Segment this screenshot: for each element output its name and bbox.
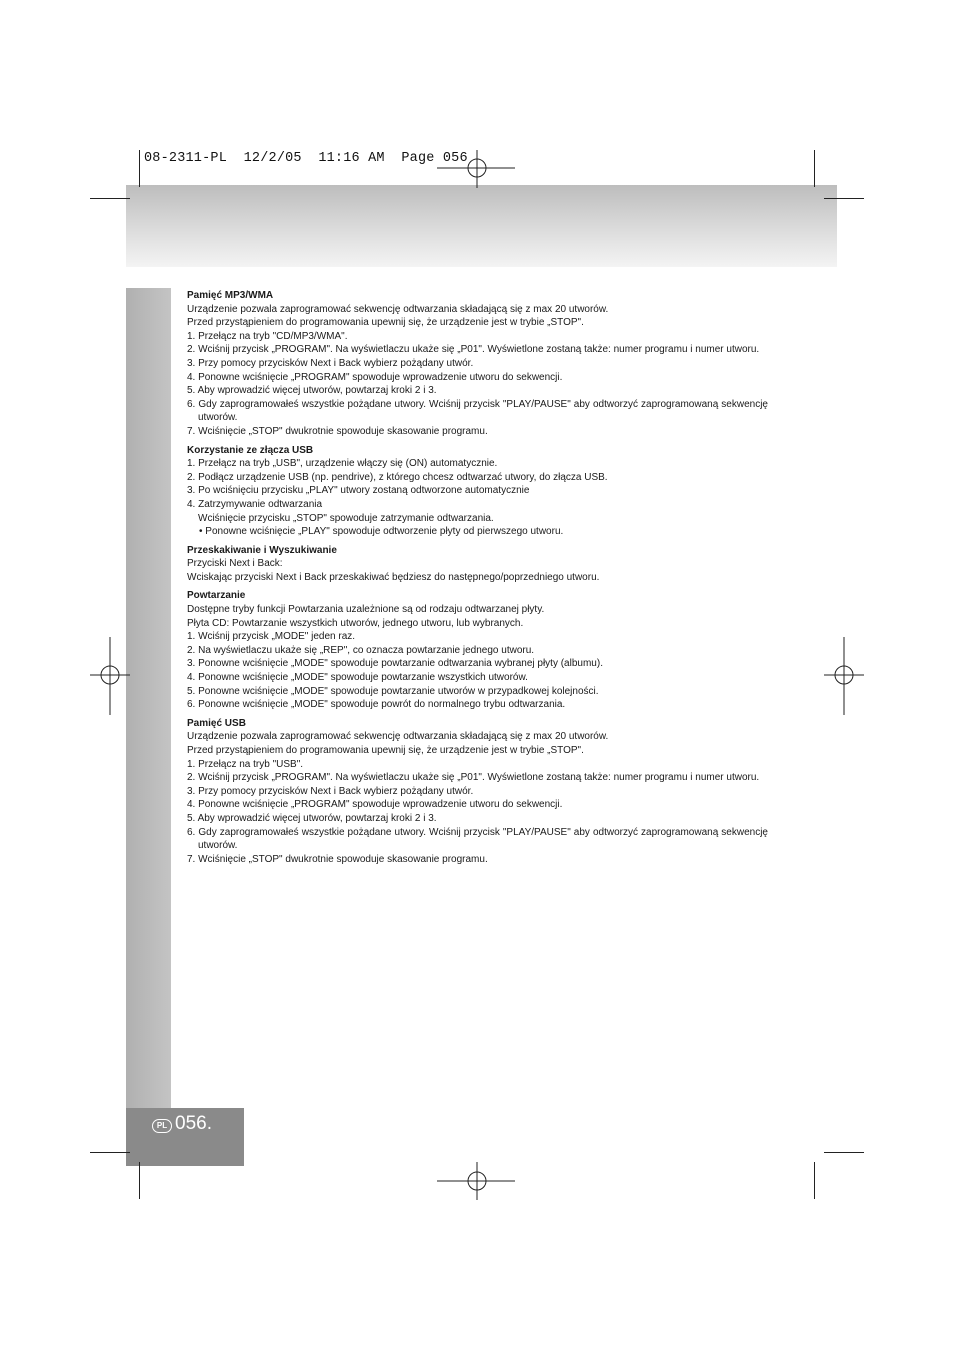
registration-mark-icon (437, 1162, 517, 1200)
list-item: 2. Wciśnij przycisk „PROGRAM". Na wyświetlaczu ukaże się „P01". Wyświetlone zostaną także: numer programu i numer utworu. (187, 344, 760, 356)
page-number: 056. (175, 1113, 212, 1134)
list-item: 1. Przełącz na tryb „USB", urządzenie włączy się (ON) automatycznie. (187, 458, 498, 470)
list-item: 1. Przełącz na tryb "CD/MP3/WMA". (187, 330, 348, 342)
registration-mark-icon (824, 637, 864, 715)
crop-mark (90, 198, 130, 199)
list-item: 2. Na wyświetlaczu ukaże się „REP", co oznacza powtarzanie jednego utworu. (187, 644, 535, 656)
left-gray-sidebar (126, 288, 171, 1108)
crop-mark (139, 150, 140, 187)
crop-mark (824, 1152, 864, 1153)
list-item: 3. Ponowne wciśnięcie „MODE" spowoduje powtarzanie odtwarzania wybranej płyty (albumu). (187, 658, 603, 670)
language-badge: PL (152, 1119, 172, 1133)
list-item: 7. Wciśnięcie „STOP" dwukrotnie spowoduje skasowanie programu. (187, 425, 488, 437)
section-heading: Korzystanie ze złącza USB (187, 444, 314, 456)
paragraph: Urządzenie pozwala zaprogramować sekwencję odtwarzania składającą się z max 20 utworów. (187, 731, 609, 743)
list-item: 3. Po wciśnięciu przycisku „PLAY" utwory zostaną odtworzone automatycznie (187, 485, 530, 497)
section-usb-memory (187, 716, 768, 867)
list-item: 4. Ponowne wciśnięcie „PROGRAM" spowoduje wprowadzenie utworu do sekwencji. (187, 799, 563, 811)
list-item: 2. Wciśnij przycisk „PROGRAM". Na wyświetlaczu ukaże się „P01". Wyświetlone zostaną także: numer programu i numer utworu. (187, 772, 760, 784)
list-item: 6. Ponowne wciśnięcie „MODE" spowoduje powrót do normalnego trybu odtwarzania. (187, 699, 566, 711)
paragraph: Dostępne tryby funkcji Powtarzania uzależnione są od rodzaju odtwarzanej płyty. (187, 604, 545, 616)
registration-mark-icon (437, 150, 517, 188)
paragraph: Przyciski Next i Back: (187, 558, 283, 570)
bullet-item: • Ponowne wciśnięcie „PLAY" spowoduje odtworzenie płyty od pierwszego utworu. (199, 526, 564, 538)
section-heading: Pamięć USB (187, 717, 246, 729)
section-repeat (187, 588, 768, 711)
header-gradient-band (126, 185, 837, 267)
list-item: 4. Ponowne wciśnięcie „PROGRAM" spowoduje wprowadzenie utworu do sekwencji. (187, 371, 563, 383)
sub-paragraph: Wciśnięcie przycisku „STOP" spowoduje zatrzymanie odtwarzania. (198, 512, 494, 524)
section-heading: Powtarzanie (187, 590, 246, 602)
paragraph: Wciskając przyciski Next i Back przeskakiwać będziesz do następnego/poprzedniego utworu. (187, 571, 600, 583)
section-heading: Przeskakiwanie i Wyszukiwanie (187, 544, 337, 556)
paragraph: Płyta CD: Powtarzanie wszystkich utworów, jednego utworu, lub wybranych. (187, 617, 524, 629)
list-item: 3. Przy pomocy przycisków Next i Back wybierz pożądany utwór. (187, 785, 474, 797)
crop-mark (824, 198, 864, 199)
list-item: 5. Aby wprowadzić więcej utworów, powtarzaj kroki 2 i 3. (187, 385, 437, 397)
crop-mark (814, 150, 815, 187)
section-mp3-memory (187, 288, 768, 439)
manual-content (187, 288, 768, 870)
paragraph: Przed przystąpieniem do programowania upewnij się, że urządzenie jest w trybie „STOP". (187, 745, 584, 756)
list-item: 1. Wciśnij przycisk „MODE" jeden raz. (187, 631, 356, 643)
crop-mark (90, 1152, 130, 1153)
list-item: 6. Gdy zaprogramowałeś wszystkie pożądane utwory. Wciśnij przycisk "PLAY/PAUSE" aby odtworzyć zaprogramowaną sekwencję utworów. (187, 826, 768, 852)
list-item: 5. Ponowne wciśnięcie „MODE" spowoduje powtarzanie utworów w przypadkowej kolejności. (187, 685, 599, 697)
paragraph: Urządzenie pozwala zaprogramować sekwencję odtwarzania składającą się z max 20 utworów. (187, 303, 609, 315)
paragraph: Przed przystąpieniem do programowania upewnij się, że urządzenie jest w trybie „STOP". (187, 317, 584, 329)
list-item: 1. Przełącz na tryb "USB". (187, 758, 304, 770)
list-item: 5. Aby wprowadzić więcej utworów, powtarzaj kroki 2 i 3. (187, 812, 437, 824)
list-item: 4. Zatrzymywanie odtwarzania (187, 498, 323, 510)
crop-mark (139, 1162, 140, 1199)
crop-mark (814, 1162, 815, 1199)
list-item: 2. Podłącz urządzenie USB (np. pendrive), z którego chcesz odtwarzać utwory, do złącza USB. (187, 471, 608, 483)
section-usb-port (187, 443, 768, 539)
list-item: 3. Przy pomocy przycisków Next i Back wybierz pożądany utwór. (187, 357, 474, 369)
registration-mark-icon (90, 637, 130, 715)
list-item: 6. Gdy zaprogramowałeś wszystkie pożądane utwory. Wciśnij przycisk "PLAY/PAUSE" aby odtworzyć zaprogramowaną sekwencję utworów. (187, 398, 768, 424)
section-skip-search (187, 543, 768, 585)
list-item: 4. Ponowne wciśnięcie „MODE" spowoduje powtarzanie wszystkich utworów. (187, 672, 528, 684)
section-heading: Pamięć MP3/WMA (187, 290, 274, 301)
print-slug: 08-2311-PL 12/2/05 11:16 AM Page 056 (144, 151, 468, 166)
list-item: 7. Wciśnięcie „STOP" dwukrotnie spowoduje skasowanie programu. (187, 853, 488, 865)
